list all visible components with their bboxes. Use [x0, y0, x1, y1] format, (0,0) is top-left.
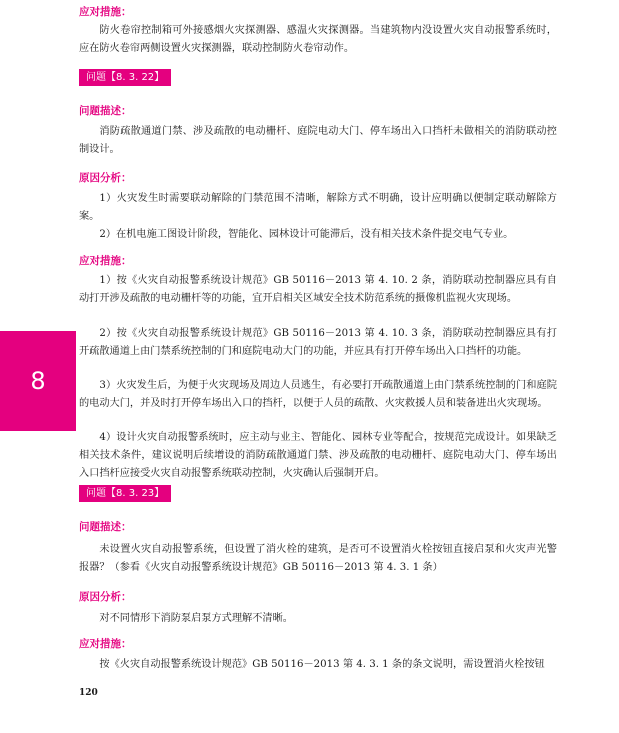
heading-description: 问题描述： [79, 521, 132, 533]
paragraph-cause-2: 对不同情形下消防泵启泵方式理解不清晰。 [99, 613, 293, 624]
paragraph-measures-3: 按《火灾自动报警系统设计规范》GB 50116－2013 第 4. 3. 1 条的条文说明，需设置消火栓按钮 [99, 659, 545, 670]
issue-tag-8-3-22: 问题【8. 3. 22】 [79, 69, 171, 86]
paragraph-cause-1b: 2）在机电施工图设计阶段，智能化、园林设计可能滞后，没有相关技术条件提交电气专业。 [99, 229, 514, 240]
paragraph-measures-2-4: 4）设计火灾自动报警系统时，应主动与业主、智能化、园林专业等配合，按规范完成设计。如果缺乏相关技术条件，建议说明后续增设的消防疏散通道门禁、涉及疏散的电动栅杆、庭院电动大门、停车场出入口挡杆应接受火灾自动报警系统联动控制，火灾确认后强制开启。 [79, 432, 557, 479]
paragraph-measures-2-3: 3）火灾发生后，为便于火灾现场及周边人员逃生，有必要打开疏散通道上由门禁系统控制的门和庭院的电动大门，并及时打开停车场出入口的挡杆，以便于人员的疏散、火灾救援人员和装备进出火灾现场。 [79, 380, 557, 409]
page-number: 120 [79, 688, 98, 698]
paragraph-measures-1: 防火卷帘控制箱可外接感烟火灾探测器、感温火灾探测器。当建筑物内没设置火灾自动报警系统时，应在防火卷帘两侧设置火灾探测器，联动控制防火卷帘动作。 [79, 25, 557, 54]
paragraph-description-2: 未设置火灾自动报警系统，但设置了消火栓的建筑，是否可不设置消火栓按钮直接启泵和火灾声光警报器？（参看《火灾自动报警系统设计规范》GB 50116－2013 第 4. 3. 1 条） [79, 544, 557, 573]
paragraph-measures-2-2: 2）按《火灾自动报警系统设计规范》GB 50116－2013 第 4. 10. 3 条，消防联动控制器应具有打开疏散通道上由门禁系统控制的门和庭院电动大门的功能，并应具有打开停车场出入口挡杆的功能。 [79, 328, 557, 357]
chapter-tab: 8 [0, 331, 76, 431]
heading-cause: 原因分析： [79, 591, 132, 603]
paragraph-description-1: 消防疏散通道门禁、涉及疏散的电动栅杆、庭院电动大门、停车场出入口挡杆未做相关的消防联动控制设计。 [79, 126, 557, 155]
heading-measures: 应对措施： [79, 255, 132, 267]
heading-measures: 应对措施： [79, 6, 132, 18]
paragraph-cause-1a: 1）火灾发生时需要联动解除的门禁范围不清晰，解除方式不明确，设计应明确以便制定联动解除方案。 [79, 193, 557, 222]
heading-cause: 原因分析： [79, 172, 132, 184]
heading-measures: 应对措施： [79, 638, 132, 650]
heading-description: 问题描述： [79, 105, 132, 117]
issue-tag-8-3-23: 问题【8. 3. 23】 [79, 485, 171, 502]
paragraph-measures-2-1: 1）按《火灾自动报警系统设计规范》GB 50116－2013 第 4. 10. 2 条，消防联动控制器应具有自动打开涉及疏散的电动栅杆等的功能，宜开启相关区域安全技术防范系统的摄像机监视火灾现场。 [79, 275, 557, 304]
